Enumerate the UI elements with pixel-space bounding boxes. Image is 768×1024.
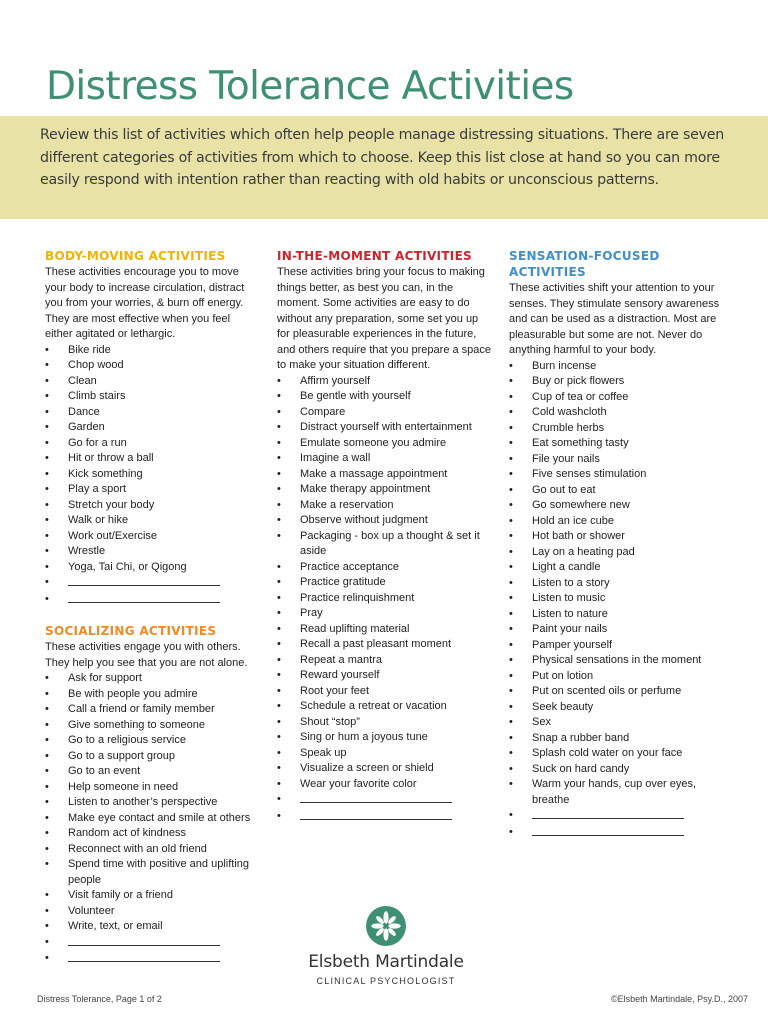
activity-item: • Listen to music bbox=[509, 591, 723, 607]
write-in-underline[interactable] bbox=[300, 809, 452, 820]
activity-item: • Shout “stop” bbox=[277, 715, 493, 731]
activity-item: • Practice gratitude bbox=[277, 575, 493, 591]
activity-item: • Read uplifting material bbox=[277, 622, 493, 638]
activity-item: • Make a massage appointment bbox=[277, 467, 493, 483]
activity-item: • Go to a support group bbox=[45, 749, 257, 765]
write-in-underline[interactable] bbox=[300, 792, 452, 803]
section-description: These activities engage you with others. They help you see that you are not alone. bbox=[45, 641, 248, 669]
blank-write-in-line[interactable] bbox=[277, 809, 493, 826]
blank-write-in-line[interactable] bbox=[509, 808, 723, 825]
activity-item: • Be with people you admire bbox=[45, 687, 257, 703]
activity-item: • Practice acceptance bbox=[277, 560, 493, 576]
activity-list bbox=[509, 359, 723, 842]
activity-item: • Practice relinquishment bbox=[277, 591, 493, 607]
activity-item: • Go somewhere new bbox=[509, 498, 723, 514]
activity-item: • Garden bbox=[45, 420, 257, 436]
activity-item: • Go for a run bbox=[45, 436, 257, 452]
activity-item: • Walk or hike bbox=[45, 513, 257, 529]
activity-item: • Cup of tea or coffee bbox=[509, 390, 723, 406]
activity-item: • Repeat a mantra bbox=[277, 653, 493, 669]
activity-item: • Packaging - box up a thought & set it aside bbox=[277, 529, 493, 560]
activity-item: • Go out to eat bbox=[509, 483, 723, 499]
blank-write-in-line[interactable] bbox=[45, 935, 257, 952]
activity-item: • Call a friend or family member bbox=[45, 702, 257, 718]
activity-item: • Burn incense bbox=[509, 359, 723, 375]
activity-item: • Play a sport bbox=[45, 482, 257, 498]
activity-item: • Physical sensations in the moment bbox=[509, 653, 723, 669]
footer-page-label: Distress Tolerance, Page 1 of 2 bbox=[37, 994, 162, 1004]
activity-item: • Clean bbox=[45, 374, 257, 390]
activity-item: • Make a reservation bbox=[277, 498, 493, 514]
section-socializing bbox=[45, 623, 257, 968]
activity-item: • Speak up bbox=[277, 746, 493, 762]
activity-item: • Paint your nails bbox=[509, 622, 723, 638]
activity-item: • Wrestle bbox=[45, 544, 257, 560]
activity-item: • Pray bbox=[277, 606, 493, 622]
activity-item: • Sex bbox=[509, 715, 723, 731]
write-in-underline[interactable] bbox=[532, 808, 684, 819]
activity-item: • Observe without judgment bbox=[277, 513, 493, 529]
page-title: Distress Tolerance Activities bbox=[46, 64, 574, 109]
blank-write-in-line[interactable] bbox=[45, 592, 257, 609]
activity-item: • Splash cold water on your face bbox=[509, 746, 723, 762]
activity-item: • Yoga, Tai Chi, or Qigong bbox=[45, 560, 257, 576]
section-heading: SOCIALIZING ACTIVITIES bbox=[45, 624, 217, 638]
write-in-underline[interactable] bbox=[68, 575, 220, 586]
write-in-underline[interactable] bbox=[68, 951, 220, 962]
blank-write-in-line[interactable] bbox=[45, 951, 257, 968]
activity-item: • Visit family or a friend bbox=[45, 888, 257, 904]
activity-item: • Root your feet bbox=[277, 684, 493, 700]
activity-item: • Reconnect with an old friend bbox=[45, 842, 257, 858]
activity-list bbox=[45, 343, 257, 609]
activity-item: • Visualize a screen or shield bbox=[277, 761, 493, 777]
activity-item: • Give something to someone bbox=[45, 718, 257, 734]
write-in-underline[interactable] bbox=[68, 935, 220, 946]
leaf-emblem-icon bbox=[366, 906, 406, 946]
logo-subtitle: CLINICAL PSYCHOLOGIST bbox=[316, 976, 456, 986]
activity-item: • Put on scented oils or perfume bbox=[509, 684, 723, 700]
activity-item: • Distract yourself with entertainment bbox=[277, 420, 493, 436]
activity-item: • Suck on hard candy bbox=[509, 762, 723, 778]
activity-item: • Sing or hum a joyous tune bbox=[277, 730, 493, 746]
activity-item: • Climb stairs bbox=[45, 389, 257, 405]
activity-item: • Schedule a retreat or vacation bbox=[277, 699, 493, 715]
section-heading: IN-THE-MOMENT ACTIVITIES bbox=[277, 249, 473, 263]
activity-item: • Listen to nature bbox=[509, 607, 723, 623]
activity-item: • Five senses stimulation bbox=[509, 467, 723, 483]
activity-item: • Help someone in need bbox=[45, 780, 257, 796]
activity-item: • Crumble herbs bbox=[509, 421, 723, 437]
section-description: These activities bring your focus to making things better, as best you can, in the moment. Some activities are easy to do without any preparation, some set you up for pleasurable experiences in the future, and others require that you prepare a space to make your situation different. bbox=[277, 266, 492, 371]
activity-item: • Stretch your body bbox=[45, 498, 257, 514]
activity-item: • Reward yourself bbox=[277, 668, 493, 684]
activity-item: • Compare bbox=[277, 405, 493, 421]
activity-item: • Listen to another’s perspective bbox=[45, 795, 257, 811]
activity-item: • Bike ride bbox=[45, 343, 257, 359]
activity-item: • Pamper yourself bbox=[509, 638, 723, 654]
activity-item: • Go to an event bbox=[45, 764, 257, 780]
section-heading: SENSATION-FOCUSED ACTIVITIES bbox=[509, 249, 660, 279]
activity-item: • Emulate someone you admire bbox=[277, 436, 493, 452]
activity-item: • Lay on a heating pad bbox=[509, 545, 723, 561]
activity-item: • Imagine a wall bbox=[277, 451, 493, 467]
activity-item: • Warm your hands, cup over eyes, breathe bbox=[509, 777, 723, 808]
activity-item: • Put on lotion bbox=[509, 669, 723, 685]
activity-list bbox=[277, 374, 493, 826]
write-in-underline[interactable] bbox=[68, 592, 220, 603]
section-description: These activities shift your attention to your senses. They stimulate sensory awareness and can be used as a distraction. Most are pleasurable but some are not. Never do anything harmful to your body. bbox=[509, 282, 720, 356]
section-description: These activities encourage you to move your body to increase circulation, distract you from your worries, & burn off energy. They are most effective when you feel either agitated or lethargic. bbox=[45, 266, 245, 340]
activity-item: • Be gentle with yourself bbox=[277, 389, 493, 405]
activity-item: • Listen to a story bbox=[509, 576, 723, 592]
activity-item: • Kick something bbox=[45, 467, 257, 483]
activity-item: • Light a candle bbox=[509, 560, 723, 576]
footer-copyright: ©Elsbeth Martindale, Psy.D., 2007 bbox=[610, 994, 748, 1004]
activity-item: • Volunteer bbox=[45, 904, 257, 920]
activity-item: • Cold washcloth bbox=[509, 405, 723, 421]
activity-item: • Seek beauty bbox=[509, 700, 723, 716]
activity-item: • Go to a religious service bbox=[45, 733, 257, 749]
section-body-moving bbox=[45, 248, 257, 608]
activity-item: • File your nails bbox=[509, 452, 723, 468]
activity-item: • Random act of kindness bbox=[45, 826, 257, 842]
logo-name: Elsbeth Martindale bbox=[308, 952, 464, 972]
activity-item: • Hot bath or shower bbox=[509, 529, 723, 545]
activity-item: • Hold an ice cube bbox=[509, 514, 723, 530]
intro-text: Review this list of activities which often help people manage distressing situations. There are seven different categories of activities from which to choose. Keep this list close at hand so you can more easily respond with intention rather than reacting with old habits or unconscious patterns. bbox=[40, 127, 724, 189]
blank-write-in-line[interactable] bbox=[45, 575, 257, 592]
blank-write-in-line[interactable] bbox=[277, 792, 493, 809]
activity-item: • Affirm yourself bbox=[277, 374, 493, 390]
activity-item: • Wear your favorite color bbox=[277, 777, 493, 793]
activity-item: • Hit or throw a ball bbox=[45, 451, 257, 467]
activity-item: • Snap a rubber band bbox=[509, 731, 723, 747]
activity-item: • Spend time with positive and uplifting people bbox=[45, 857, 257, 888]
activity-item: • Recall a past pleasant moment bbox=[277, 637, 493, 653]
activity-item: • Dance bbox=[45, 405, 257, 421]
write-in-underline[interactable] bbox=[532, 825, 684, 836]
activity-item: • Chop wood bbox=[45, 358, 257, 374]
activity-item: • Make eye contact and smile at others bbox=[45, 811, 257, 827]
activity-item: • Ask for support bbox=[45, 671, 257, 687]
activity-item: • Make therapy appointment bbox=[277, 482, 493, 498]
section-sensation-focused bbox=[509, 248, 723, 841]
activity-item: • Eat something tasty bbox=[509, 436, 723, 452]
activity-item: • Work out/Exercise bbox=[45, 529, 257, 545]
activity-item: • Buy or pick flowers bbox=[509, 374, 723, 390]
activity-list bbox=[45, 671, 257, 968]
section-in-the-moment bbox=[277, 248, 493, 825]
blank-write-in-line[interactable] bbox=[509, 825, 723, 842]
activity-item: • Write, text, or email bbox=[45, 919, 257, 935]
section-heading: BODY-MOVING ACTIVITIES bbox=[45, 249, 226, 263]
